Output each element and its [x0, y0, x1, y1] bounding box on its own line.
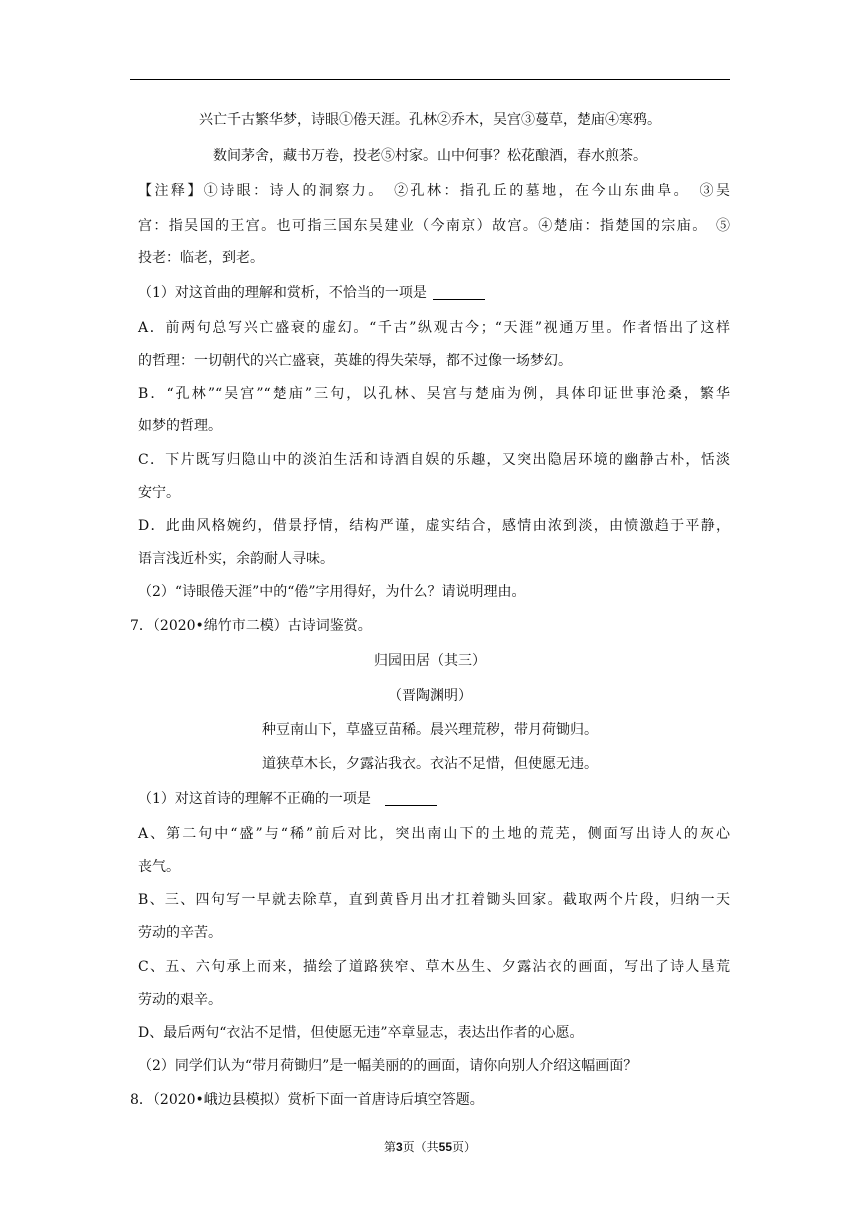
- option-c-line: C．下片既写归隐山中的淡泊生活和诗酒自娱的乐趣，又突出隐居环境的幽静古朴，恬淡: [138, 452, 730, 468]
- notes-line: 宫：指吴国的王宫。也可指三国东吴建业（今南京）故宫。④楚庙：指楚国的宗庙。 ⑤: [138, 218, 730, 234]
- total-pages: 55: [438, 1140, 453, 1154]
- notes-line: 【注释】①诗眼：诗人的洞察力。 ②孔林：指孔丘的墓地，在今山东曲阜。 ③吴: [138, 183, 730, 199]
- question-text: （1）对这首诗的理解不正确的一项是: [138, 791, 371, 807]
- option-d-line: D．此曲风格婉约，借景抒情，结构严谨，虚实结合，感情由浓到淡，由愤激趋于平静，: [138, 518, 730, 534]
- option-d-line: D、最后两句“衣沾不足惜，但使愿无违”卒章显志，表达出作者的心愿。: [138, 1025, 584, 1041]
- option-d-line: 语言浅近朴实，余韵耐人寻味。: [138, 551, 334, 567]
- option-b-line: B．“孔林”“吴宫”“楚庙”三句，以孔林、吴宫与楚庙为例，具体印证世事沧桑，繁华: [138, 386, 730, 402]
- poem-line: 种豆南山下，草盛豆苗稀。晨兴理荒秽，带月荷锄归。: [262, 722, 598, 738]
- option-b-line: B、三、四句写一早就去除草，直到黄昏月出才扛着锄头回家。截取两个片段，归纳一天: [138, 892, 730, 908]
- question-prompt: [138, 283, 485, 303]
- option-b-line: 如梦的哲理。: [138, 418, 222, 434]
- option-a-line: A、第二句中“盛”与“稀”前后对比，突出南山下的土地的荒芜，侧面写出诗人的灰心: [138, 826, 730, 842]
- poem-line: 道狭草木长，夕露沾我衣。衣沾不足惜，但使愿无违。: [262, 756, 598, 772]
- header-rule: [130, 79, 730, 80]
- footer-suffix: 页）: [452, 1140, 477, 1154]
- answer-blank[interactable]: [433, 285, 485, 300]
- option-c-line: 安宁。: [138, 485, 180, 501]
- footer-mid: 页（共: [402, 1140, 439, 1154]
- poem-title: 归园田居（其三）: [374, 653, 486, 669]
- option-a-line: 丧气。: [138, 859, 180, 875]
- poem-line: 数间茅舍，藏书万卷，投老⑤村家。山中何事？松花酿酒，春水煎茶。: [213, 148, 647, 164]
- question-prompt: （2）同学们认为“带月荷锄归”是一幅美丽的的画面，请你向别人介绍这幅画面？: [138, 1058, 638, 1074]
- answer-blank[interactable]: [385, 791, 437, 806]
- option-a-line: 的哲理：一切朝代的兴亡盛衰，英雄的得失荣辱，都不过像一场梦幻。: [138, 353, 572, 369]
- poem-line: 兴亡千古繁华梦，诗眼①倦天涯。孔林②乔木，吴宫③蔓草，楚庙④寒鸦。: [199, 112, 661, 128]
- question-header: 7．（2020•绵竹市二模）古诗词鉴赏。: [130, 618, 372, 634]
- question-prompt: （2）“诗眼倦天涯”中的“倦”字用得好，为什么？请说明理由。: [138, 584, 526, 600]
- question-prompt: [138, 789, 437, 809]
- question-header: 8．（2020•峨边县模拟）赏析下面一首唐诗后填空答题。: [130, 1092, 484, 1108]
- footer-prefix: 第: [383, 1140, 396, 1154]
- option-c-line: C、五、六句承上而来，描绘了道路狭窄、草木丛生、夕露沾衣的画面，写出了诗人垦荒: [138, 959, 730, 975]
- question-text: （1）对这首曲的理解和赏析，不恰当的一项是: [138, 285, 427, 301]
- page-footer: [130, 1139, 730, 1155]
- option-a-line: A．前两句总写兴亡盛衰的虚幻。“千古”纵观古今；“天涯”视通万里。作者悟出了这样: [138, 320, 730, 336]
- poem-author: （晋陶渊明）: [388, 688, 472, 704]
- option-b-line: 劳动的辛苦。: [138, 925, 222, 941]
- option-c-line: 劳动的艰辛。: [138, 992, 222, 1008]
- page-number: 3: [395, 1140, 403, 1154]
- notes-line: 投老：临老，到老。: [138, 250, 264, 266]
